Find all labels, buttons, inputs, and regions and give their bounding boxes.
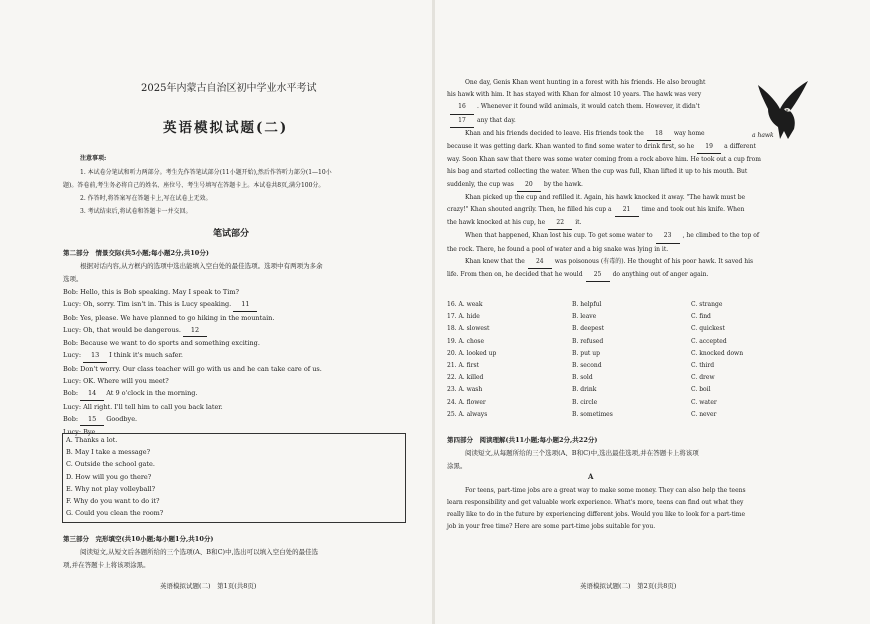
choice-option: B. helpful (572, 301, 602, 308)
answer-blank: 20 (517, 179, 541, 192)
answer-blank: 23 (656, 230, 680, 243)
passage-text: One day, Genis Khan went hunting in a forest with his friends. He also brought (465, 79, 706, 86)
choice-option: B. leave (572, 313, 597, 321)
answer-blank: 24 (528, 256, 552, 269)
dialogue-text: Lucy: Bye. (63, 428, 98, 437)
passage-line (447, 192, 761, 204)
part3-instruction: 项,并在答题卡上将该项涂黑。 (63, 561, 150, 569)
choice-option: C. drew (691, 374, 715, 382)
choice-option: 20. A. looked up (447, 349, 497, 357)
cloze-passage (447, 77, 761, 282)
dialogue-line (63, 337, 322, 349)
passage-line (447, 154, 761, 166)
choice-option: C. third (691, 362, 715, 370)
page-footer: 英语模拟试题(二) 第2页(共8页) (580, 582, 677, 590)
notice-line: 题)。答卷前,考生务必将自己的姓名、座位号、考生号填写在答题卡上。本试卷共8页,满分100分。 (63, 182, 325, 189)
hawk-caption: a hawk (752, 132, 774, 139)
choice-option: 22. A. killed (447, 374, 484, 382)
dialogue-line (63, 363, 322, 375)
part3-heading: 第三部分 完形填空(共10小题;每小题1分,共10分) (63, 535, 214, 543)
choice-option: 24. A. flower (447, 398, 486, 406)
answer-blank: 13 (83, 349, 107, 362)
passage-text: way. Soon Khan saw that there was some water coming from a rock above him. He took out a cup from (447, 156, 761, 164)
dialogue-line (63, 413, 322, 426)
passage-line (447, 89, 761, 101)
passage-line (447, 179, 761, 192)
dialogue-text: Bob: Hello, this is Bob speaking. May I speak to Tim? (63, 288, 239, 296)
choice-option: C. strange (691, 301, 723, 308)
part2-heading: 第二部分 情景交际(共5小题;每小题2分,共10分) (63, 249, 209, 257)
choice-option: B. sometimes (572, 410, 613, 418)
choice-option: B. deepest (572, 325, 605, 333)
option-g: G. Could you clean the room? (66, 509, 164, 518)
part4-instruction: 涂黑。 (447, 462, 467, 470)
dialogue-text: Lucy: Oh, that would be dangerous. (63, 325, 181, 334)
reading-line: really like to do in the future by experiencing different jobs. Would you like to look for a part-time (447, 511, 746, 518)
passage-text: . Whenever it found wild animals, it would catch them. However, it didn't (477, 103, 700, 111)
passage-line (447, 141, 761, 154)
passage-text: because it was getting dark. Khan wanted to find some water to drink first, so he (447, 143, 695, 151)
exam-header: 2025年内蒙古自治区初中学业水平考试 (141, 83, 317, 94)
passage-line (447, 101, 761, 114)
passage-text: was poisonous (有毒的). He thought of his poor hawk. It saved his (554, 257, 754, 265)
option-c: C. Outside the school gate. (66, 460, 155, 469)
choices-column-b (572, 299, 613, 421)
choice-option: B. put up (572, 349, 600, 357)
part4-heading: 第四部分 阅读理解(共11小题;每小题2分,共22分) (447, 436, 598, 444)
passage-text: Khan picked up the cup and refilled it. Again, his hawk knocked it away. "The hawk must be (465, 193, 746, 201)
passage-text: by the hawk. (543, 180, 583, 188)
passage-text: any that day. (477, 116, 516, 124)
option-d: D. How will you go there? (66, 472, 152, 481)
passage-line (447, 77, 761, 89)
choice-option: C. quickest (691, 325, 725, 333)
part3-instruction: 阅读短文,从短文后各题所给的三个选项(A、B和C)中,选出可以填入空白处的最佳选 (80, 548, 319, 556)
passage-text: a different (724, 143, 756, 151)
dialogue-text: Bob: Because we want to do sports and something exciting. (63, 339, 260, 348)
passage-line (447, 115, 761, 128)
choice-option: B. drink (572, 386, 597, 394)
choices-column-a (447, 299, 496, 421)
choice-option: C. knocked down (691, 349, 744, 357)
choice-option: B. circle (572, 398, 598, 406)
options-box (62, 433, 406, 523)
passage-text: Khan and his friends decided to leave. His friends took the (465, 129, 644, 137)
dialogue-line (63, 349, 322, 362)
option-b: B. May I take a message? (66, 448, 151, 457)
notice-title: 注意事项: (80, 155, 107, 162)
page-footer: 英语模拟试题(二) 第1页(共8页) (160, 582, 257, 590)
passage-text: life. From then on, he decided that he would (447, 271, 583, 279)
choice-option: B. refused (572, 337, 604, 345)
notice-line: 1. 本试卷分笔试和听力两部分。考生先作答笔试部分(11小题开始),然后作答听力部分(1—10小 (80, 169, 332, 176)
choice-option: 19. A. chose (447, 337, 485, 345)
dialogue-line (63, 375, 322, 387)
written-section-title: 笔试部分 (213, 229, 250, 239)
dialogue-line (63, 401, 322, 413)
option-e: E. Why not play volleyball? (66, 484, 156, 493)
passage-line (447, 244, 761, 256)
passage-text: crazy!" Khan shouted angrily. Then, he filled his cup a (447, 206, 612, 214)
part2-instruction: 选项。 (63, 275, 83, 283)
choice-option: C. accepted (691, 337, 727, 345)
passage-text: Khan knew that the (465, 257, 525, 265)
passage-line (447, 256, 761, 269)
passage-text: the rock. There, he found a pool of water and a big snake was lying in it. (447, 245, 669, 253)
passage-text: When that happened, Khan lost his cup. To get some water to (465, 232, 653, 240)
passage-line (447, 230, 761, 243)
passage-line (447, 128, 761, 141)
answer-blank: 14 (80, 387, 104, 400)
dialogue-text: Lucy: OK. Where will you meet? (63, 377, 169, 386)
dialogue-text: Lucy: All right. I'll tell him to call you back later. (63, 402, 223, 411)
dialogue-text: Lucy: Oh, sorry. Tim isn't in. This is Lucy speaking. (63, 300, 232, 309)
choice-option: C. water (691, 398, 717, 406)
dialogue-text: I think it's much safer. (107, 351, 183, 360)
choice-option: 23. A. wash (447, 386, 483, 394)
reading-line: For teens, part-time jobs are a great way to make some money. They can also help the teens (465, 487, 746, 494)
answer-blank: 11 (233, 298, 257, 311)
dialogue-text: Lucy: (63, 351, 82, 360)
answer-blank: 16 (450, 101, 474, 114)
reading-line: job in your free time? Here are some part-time jobs suitable for you. (447, 523, 656, 530)
dialogue (63, 286, 322, 439)
notice-line: 3. 考试结束后,将试卷和答题卡一并交回。 (80, 208, 192, 215)
passage-text: time and took out his knife. When (641, 206, 745, 214)
passage-line (447, 217, 761, 230)
dialogue-text: Goodbye. (104, 414, 138, 423)
choice-option: C. boil (691, 386, 711, 394)
answer-blank: 19 (697, 141, 721, 154)
notice-line: 2. 作答时,将答案写在答题卡上,写在试卷上无效。 (80, 195, 212, 202)
dialogue-line (63, 312, 322, 324)
dialogue-line (63, 324, 322, 337)
reading-line: learn responsibility and get valuable work experience. What's more, teens can find out what they (447, 499, 744, 506)
dialogue-line (63, 298, 322, 311)
dialogue-text: Bob: Don't worry. Our class teacher will go with us and he can take care of us. (63, 364, 322, 373)
passage-line (447, 166, 761, 178)
choice-option: 25. A. always (447, 410, 488, 418)
passage-line (447, 269, 761, 282)
passage-text: his bag and started collecting the water. When the cup was full, Khan lifted it up to his mouth. But (447, 168, 748, 176)
dialogue-line (63, 387, 322, 400)
passage-text: , he climbed to the top of (682, 232, 760, 240)
answer-blank: 25 (586, 269, 610, 282)
answer-blank: 15 (80, 413, 104, 426)
passage-text: way home (673, 129, 705, 137)
part4-instruction: 阅读短文,从每题所给的三个选项(A、B和C)中,选出最佳选项,并在答题卡上将该项 (465, 449, 699, 457)
choice-option: C. never (691, 410, 717, 418)
option-a: A. Thanks a lot. (66, 436, 118, 444)
choice-option: C. find (691, 313, 711, 321)
choice-option: 17. A. hide (447, 313, 480, 321)
passage-text: his hawk with him. It has stayed with Khan for almost 10 years. The hawk was very (447, 91, 702, 99)
choices-column-c (691, 299, 743, 421)
paper-title: 英语模拟试题(二) (163, 120, 289, 136)
section-label: A (588, 472, 594, 481)
choice-option: B. second (572, 362, 602, 370)
passage-line (447, 204, 761, 217)
answer-blank: 22 (548, 217, 572, 230)
dialogue-line (63, 286, 322, 298)
passage-text: do anything out of anger again. (612, 271, 709, 279)
choice-option: 18. A. slowest (447, 325, 490, 333)
dialogue-text: Bob: Yes, please. We have planned to go hiking in the mountain. (63, 313, 275, 322)
dialogue-text: Bob: (63, 414, 79, 423)
dialogue-text: Bob: (63, 389, 79, 398)
answer-blank: 17 (450, 115, 474, 128)
passage-text: it. (575, 219, 582, 227)
choice-option: 21. A. first (447, 362, 479, 370)
choice-option: 16. A. weak (447, 301, 483, 308)
answer-blank: 12 (183, 324, 207, 337)
part2-instruction: 根据对话内容,从方框内的选项中选出能填入空白处的最佳选项。选项中有两项为多余 (80, 262, 323, 270)
passage-text: suddenly, the cup was (447, 180, 514, 188)
passage-text: the hawk knocked at his cup, he (447, 219, 546, 227)
answer-blank: 18 (647, 128, 671, 141)
option-f: F. Why do you want to do it? (66, 497, 160, 506)
choice-option: B. sold (572, 374, 593, 382)
dialogue-text: At 9 o'clock in the morning. (104, 389, 198, 398)
answer-blank: 21 (615, 204, 639, 217)
